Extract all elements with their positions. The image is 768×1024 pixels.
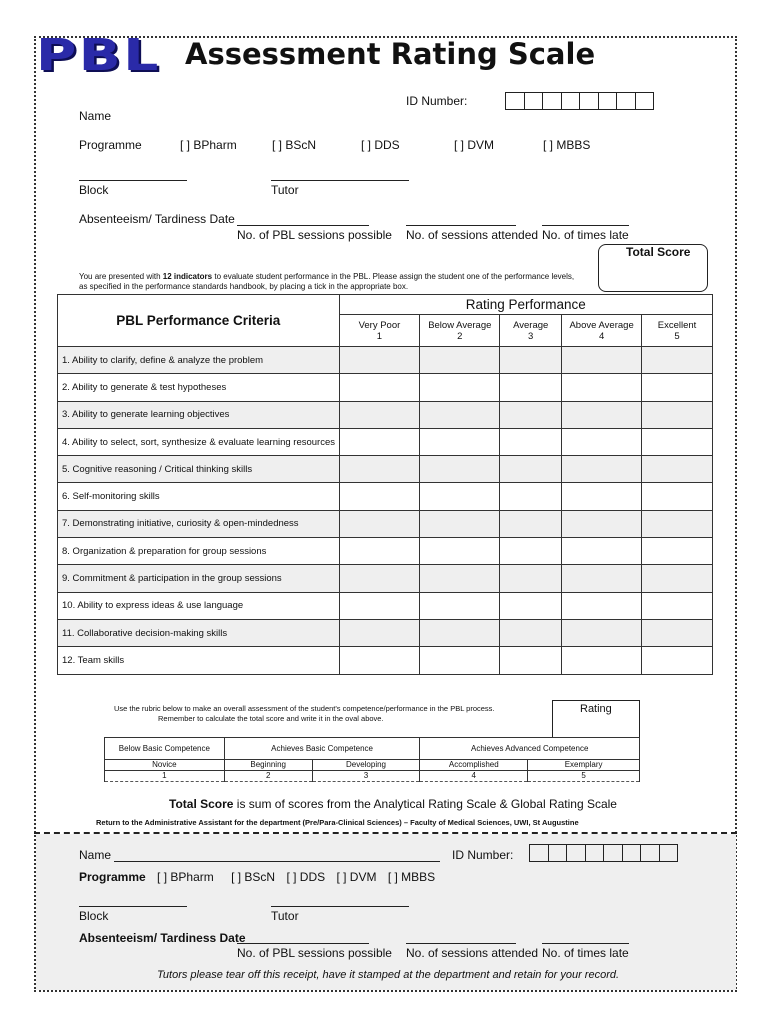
receipt-option-dds[interactable]: [ ] DDS (286, 870, 326, 884)
rating-cell[interactable] (562, 401, 642, 428)
sessions-possible-label: No. of PBL sessions possible (237, 228, 392, 242)
rating-cell[interactable] (642, 456, 713, 483)
rating-cell[interactable] (339, 619, 420, 646)
criteria-indicator: 3. Ability to generate learning objectives (58, 401, 340, 428)
level-label: Average (513, 319, 549, 331)
rating-cell[interactable] (500, 592, 562, 619)
rating-cell[interactable] (500, 428, 562, 455)
return-note: Return to the Administrative Assistant for the department (Pre/Para-Clinical Sciences) – Faculty of Medical Sciences, UWI, St Augustine (96, 818, 579, 827)
criteria-indicator: 12. Team skills (58, 647, 340, 674)
global-rating-label: Rating (580, 703, 612, 715)
rubric-note-2: Remember to calculate the total score and write it in the oval above. (158, 714, 384, 723)
tutor-label: Tutor (271, 183, 299, 197)
criteria-indicator: 7. Demonstrating initiative, curiosity & open-mindedness (58, 510, 340, 537)
rating-cell[interactable] (562, 347, 642, 374)
id-number-input[interactable] (506, 92, 654, 110)
name-label: Name (79, 109, 112, 123)
rubric-num: 3 (312, 771, 420, 782)
instructions-line1 (79, 272, 574, 281)
level-header (642, 315, 713, 347)
receipt-note: Tutors please tear off this receipt, have it stamped at the department and retain for your record. (157, 969, 620, 981)
criteria-header: PBL Performance Criteria (58, 295, 340, 347)
instructions-line2: as specified in the performance standards handbook, by placing a tick in the appropriate box. (79, 282, 409, 291)
rubric-level[interactable]: Accomplished (420, 760, 528, 771)
criteria-row (58, 456, 713, 483)
criteria-row (58, 374, 713, 401)
times-late-input[interactable] (542, 225, 629, 226)
rating-cell[interactable] (642, 592, 713, 619)
rating-cell[interactable] (562, 456, 642, 483)
receipt-name-input[interactable] (114, 861, 440, 862)
criteria-row (58, 592, 713, 619)
option-dds[interactable]: [ ] DDS (361, 138, 400, 152)
rating-cell[interactable] (642, 565, 713, 592)
option-bpharm[interactable]: [ ] BPharm (180, 138, 237, 152)
criteria-row (58, 538, 713, 565)
rubric-table (104, 737, 640, 782)
rating-cell[interactable] (500, 565, 562, 592)
rubric-level[interactable]: Developing (312, 760, 420, 771)
rating-cell[interactable] (339, 647, 420, 674)
level-header (562, 315, 642, 347)
rating-performance-header: Rating Performance (339, 295, 713, 315)
criteria-indicator: 4. Ability to select, sort, synthesize & evaluate learning resources (58, 428, 340, 455)
rating-cell[interactable] (500, 538, 562, 565)
rating-cell[interactable] (562, 483, 642, 510)
rating-cell[interactable] (339, 538, 420, 565)
receipt-sessions-possible-input[interactable] (237, 943, 369, 944)
criteria-row (58, 510, 713, 537)
block-input[interactable] (79, 180, 187, 181)
rating-cell[interactable] (420, 483, 500, 510)
rating-cell[interactable] (339, 510, 420, 537)
rating-cell[interactable] (420, 510, 500, 537)
criteria-indicator: 6. Self-monitoring skills (58, 483, 340, 510)
receipt-option-mbbs[interactable]: [ ] MBBS (387, 870, 436, 884)
level-num: 4 (598, 330, 605, 342)
rating-cell[interactable] (562, 374, 642, 401)
block-label: Block (79, 183, 109, 197)
id-number-label: ID Number: (406, 94, 468, 108)
criteria-indicator: 9. Commitment & participation in the group sessions (58, 565, 340, 592)
criteria-row (58, 428, 713, 455)
receipt-name-label: Name (79, 848, 112, 862)
criteria-row (58, 647, 713, 674)
rating-cell[interactable] (339, 374, 420, 401)
receipt-sessions-attended-label: No. of sessions attended (406, 946, 539, 960)
rating-cell[interactable] (420, 619, 500, 646)
receipt-times-late-input[interactable] (542, 943, 629, 944)
rating-cell[interactable] (642, 428, 713, 455)
rubric-group: Achieves Advanced Competence (420, 738, 640, 760)
receipt-tutor-input[interactable] (271, 906, 409, 907)
criteria-indicator: 8. Organization & preparation for group sessions (58, 538, 340, 565)
rating-cell[interactable] (420, 647, 500, 674)
criteria-row (58, 565, 713, 592)
rubric-group: Achieves Basic Competence (224, 738, 420, 760)
rating-cell[interactable] (562, 619, 642, 646)
rating-cell[interactable] (500, 647, 562, 674)
rating-cell[interactable] (642, 538, 713, 565)
criteria-indicator: 1. Ability to clarify, define & analyze the problem (58, 347, 340, 374)
criteria-row (58, 347, 713, 374)
sessions-attended-input[interactable] (406, 225, 516, 226)
total-score-note-rest: is sum of scores from the Analytical Rating Scale & Global Rating Scale (233, 797, 617, 811)
rating-cell[interactable] (642, 510, 713, 537)
rating-cell[interactable] (420, 565, 500, 592)
rubric-num: 1 (105, 771, 225, 782)
criteria-indicator: 5. Cognitive reasoning / Critical thinking skills (58, 456, 340, 483)
rubric-num: 4 (420, 771, 528, 782)
rating-cell[interactable] (562, 428, 642, 455)
rating-cell[interactable] (562, 565, 642, 592)
criteria-indicator: 11. Collaborative decision-making skills (58, 619, 340, 646)
level-label: Very Poor (358, 319, 401, 331)
receipt-block-input[interactable] (79, 906, 187, 907)
sessions-attended-label: No. of sessions attended (406, 228, 539, 242)
rating-cell[interactable] (420, 592, 500, 619)
receipt-sessions-attended-input[interactable] (406, 943, 516, 944)
level-num: 3 (528, 330, 534, 342)
rating-cell[interactable] (339, 401, 420, 428)
rating-cell[interactable] (339, 592, 420, 619)
criteria-indicator: 2. Ability to generate & test hypotheses (58, 374, 340, 401)
rating-cell[interactable] (339, 428, 420, 455)
rating-cell[interactable] (642, 647, 713, 674)
level-header (339, 315, 420, 347)
level-label: Excellent (657, 319, 697, 331)
rating-cell[interactable] (642, 619, 713, 646)
receipt-tutor-label: Tutor (271, 909, 299, 923)
option-mbbs[interactable]: [ ] MBBS (543, 138, 591, 152)
total-score-note-bold: Total Score (169, 797, 234, 811)
rating-cell[interactable] (500, 456, 562, 483)
rating-cell[interactable] (339, 347, 420, 374)
rating-cell[interactable] (562, 538, 642, 565)
rating-cell[interactable] (500, 347, 562, 374)
rating-cell[interactable] (642, 483, 713, 510)
rating-cell[interactable] (500, 401, 562, 428)
pbl-logo: PBL (36, 30, 161, 81)
rating-cell[interactable] (339, 483, 420, 510)
receipt-id-label: ID Number: (452, 848, 514, 862)
instructions-bold: 12 indicators (162, 272, 213, 281)
criteria-row (58, 619, 713, 646)
rating-cell[interactable] (420, 456, 500, 483)
criteria-table (57, 294, 713, 675)
rating-cell[interactable] (339, 456, 420, 483)
option-dvm[interactable]: [ ] DVM (454, 138, 495, 152)
times-late-label: No. of times late (542, 228, 629, 242)
rubric-level[interactable]: Beginning (224, 760, 312, 771)
instructions-pre: You are presented with (79, 272, 163, 281)
receipt-id-input[interactable] (530, 844, 678, 862)
rubric-note-1: Use the rubric below to make an overall assessment of the student's competence/performance in the PBL process. (114, 704, 495, 713)
total-score-note (169, 797, 617, 811)
criteria-row (58, 401, 713, 428)
rating-cell[interactable] (420, 538, 500, 565)
rating-cell[interactable] (420, 401, 500, 428)
absenteeism-label: Absenteeism/ Tardiness Date (79, 212, 235, 226)
level-header (500, 315, 562, 347)
total-score-label: Total Score (626, 245, 691, 259)
rubric-num: 2 (224, 771, 312, 782)
tutor-input[interactable] (271, 180, 409, 181)
option-bscn[interactable]: [ ] BScN (272, 138, 317, 152)
rating-cell[interactable] (500, 374, 562, 401)
receipt-programme (79, 870, 435, 884)
rating-cell[interactable] (500, 619, 562, 646)
level-num: 1 (376, 330, 383, 342)
rating-cell[interactable] (500, 510, 562, 537)
rating-cell[interactable] (562, 592, 642, 619)
rubric-level[interactable]: Exemplary (528, 760, 640, 771)
rubric-num: 5 (528, 771, 640, 782)
rating-cell[interactable] (642, 374, 713, 401)
page-title: Assessment Rating Scale (185, 37, 596, 71)
rating-cell[interactable] (420, 374, 500, 401)
receipt-programme-label: Programme (79, 870, 146, 884)
rating-cell[interactable] (642, 401, 713, 428)
rating-cell[interactable] (500, 483, 562, 510)
sessions-possible-input[interactable] (237, 225, 369, 226)
rubric-level[interactable]: Novice (105, 760, 225, 771)
criteria-indicator: 10. Ability to express ideas & use language (58, 592, 340, 619)
receipt-option-bpharm[interactable]: [ ] BPharm (157, 870, 214, 884)
level-header (420, 315, 500, 347)
rating-cell[interactable] (562, 647, 642, 674)
receipt-sessions-possible-label: No. of PBL sessions possible (237, 946, 392, 960)
instructions-post: to evaluate student performance in the PBL. Please assign the student one of the performance levels, (212, 272, 575, 281)
rubric-group: Below Basic Competence (105, 738, 225, 760)
rating-cell[interactable] (562, 510, 642, 537)
level-label: Below Average (428, 319, 492, 331)
level-label: Above Average (569, 319, 634, 331)
programme-label: Programme (79, 138, 142, 152)
rating-cell[interactable] (420, 428, 500, 455)
criteria-row (58, 483, 713, 510)
level-num: 2 (457, 330, 463, 342)
receipt-block-label: Block (79, 909, 109, 923)
level-num: 5 (674, 330, 680, 342)
receipt-absenteeism-label: Absenteeism/ Tardiness Date (79, 931, 246, 945)
receipt-option-bscn[interactable]: [ ] BScN (231, 870, 276, 884)
rating-cell[interactable] (642, 347, 713, 374)
receipt-times-late-label: No. of times late (542, 946, 629, 960)
rating-cell[interactable] (420, 347, 500, 374)
receipt-option-dvm[interactable]: [ ] DVM (336, 870, 377, 884)
rating-cell[interactable] (339, 565, 420, 592)
